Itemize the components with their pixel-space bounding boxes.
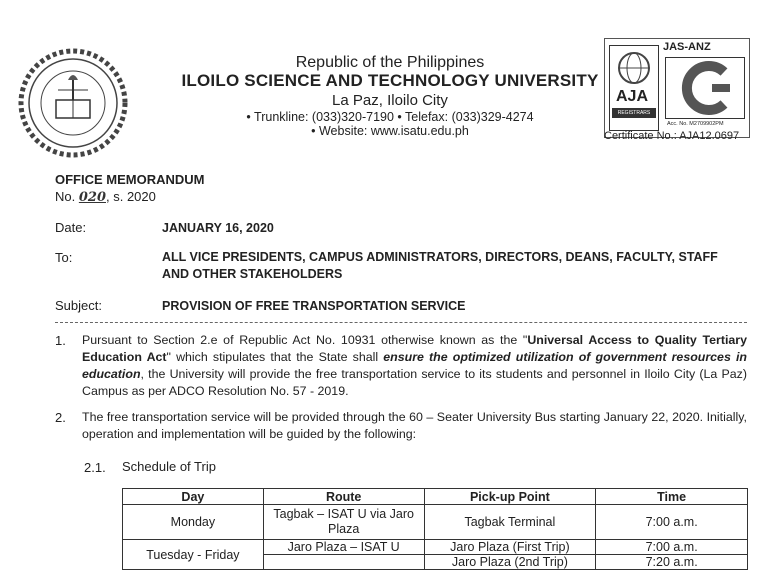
paragraph-2: The free transportation service will be provided through the 60 – Seater University Bus starting January 22, 2020. Initially, operation and implementation will be guided by the following: xyxy=(82,410,747,441)
header-contact: • Trunkline: (033)320-7190 • Telefax: (033)329-4274 xyxy=(246,110,534,124)
paragraph-1-number: 1. xyxy=(55,333,66,348)
header-university: ILOILO SCIENCE AND TECHNOLOGY UNIVERSITY xyxy=(181,71,599,90)
paragraph-1 xyxy=(82,332,747,400)
p1-act-name: Universal Access to Quality Tertiary Education Act xyxy=(82,333,747,364)
university-seal xyxy=(18,48,128,158)
to-label: To: xyxy=(55,250,73,265)
table-header-row xyxy=(123,489,748,505)
cell-route: Tagbak – ISAT U via Jaro Plaza xyxy=(263,505,424,540)
memo-no-suffix: , s. 2020 xyxy=(106,189,156,204)
subject-value: PROVISION OF FREE TRANSPORTATION SERVICE xyxy=(162,299,466,313)
table-row xyxy=(123,505,748,540)
p1-text-c: " which stipulates that the State shall xyxy=(166,350,384,364)
memo-no-handwritten: 020 xyxy=(78,190,106,205)
divider xyxy=(55,322,747,323)
schedule-table xyxy=(122,488,748,570)
subject-label: Subject: xyxy=(55,298,102,313)
certification-logo xyxy=(604,38,750,138)
header-route: Route xyxy=(263,489,424,505)
subsection-title: Schedule of Trip xyxy=(122,459,216,474)
date-label: Date: xyxy=(55,220,87,235)
date-value: JANUARY 16, 2020 xyxy=(162,221,274,235)
p1-emphasis: ensure the optimized utilization of government resources in education xyxy=(82,350,747,381)
memo-no-prefix: No. xyxy=(55,189,76,204)
header-website: • Website: www.isatu.edu.ph xyxy=(311,124,469,138)
p1-text-e: , the University will provide the free transportation service to its students and personnel in Iloilo City (La Paz) Campus as per ADCO Resolution No. 57 - 2019. xyxy=(82,367,747,398)
p1-text-a: Pursuant to Section 2.e of Republic Act No. 10931 otherwise known as the " xyxy=(82,333,528,347)
header-pickup: Pick-up Point xyxy=(424,489,596,505)
jas-anz-logo xyxy=(665,57,745,119)
memo-type: OFFICE MEMORANDUM xyxy=(55,172,205,187)
cell-day: Tuesday - Friday xyxy=(123,540,264,570)
header-location: La Paz, Iloilo City xyxy=(332,92,448,109)
cell-pickup: Jaro Plaza (2nd Trip) xyxy=(424,555,596,570)
jas-anz-label: JAS-ANZ xyxy=(663,41,711,53)
header-country: Republic of the Philippines xyxy=(295,54,485,71)
cell-time: 7:00 a.m. xyxy=(596,505,748,540)
cell-day: Monday xyxy=(123,505,264,540)
to-value: ALL VICE PRESIDENTS, CAMPUS ADMINISTRATORS, DIRECTORS, DEANS, FACULTY, STAFF AND OTHER STAKEHOLDERS xyxy=(162,250,718,281)
header-time: Time xyxy=(596,489,748,505)
aja-logo xyxy=(609,45,659,131)
certificate-number: Certificate No.: AJA12.0697 xyxy=(604,130,740,142)
paragraph-2-number: 2. xyxy=(55,410,66,425)
aja-text: AJA xyxy=(616,88,649,105)
subsection-number: 2.1. xyxy=(84,460,106,475)
cell-pickup: Jaro Plaza (First Trip) xyxy=(424,540,596,555)
table-row xyxy=(123,540,748,555)
cell-pickup: Tagbak Terminal xyxy=(424,505,596,540)
acc-number: Acc. No. M2709902PM xyxy=(667,121,724,127)
aja-registrars: REGISTRARS xyxy=(612,108,656,118)
cell-time: 7:00 a.m. xyxy=(596,540,748,555)
memo-number xyxy=(55,189,156,205)
cell-time: 7:20 a.m. xyxy=(596,555,748,570)
cell-route xyxy=(263,555,424,570)
cell-route: Jaro Plaza – ISAT U xyxy=(263,540,424,555)
header-day: Day xyxy=(123,489,264,505)
